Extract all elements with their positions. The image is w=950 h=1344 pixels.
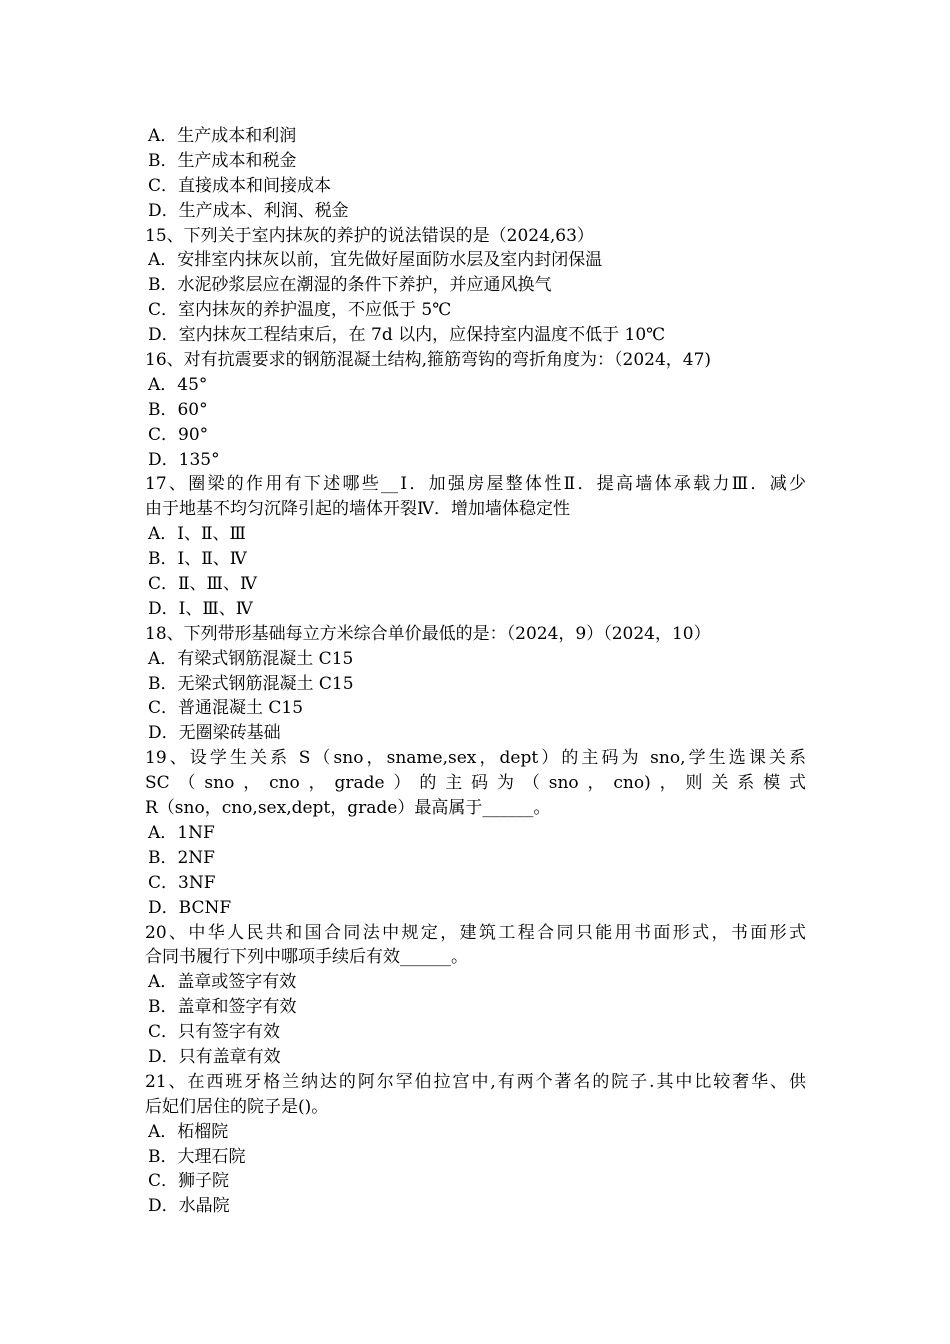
answer-option: A．安排室内抹灰以前，宜先做好屋面防水层及室内封闭保温 [148,250,603,271]
answer-option: C．90° [148,424,209,445]
answer-option: D．生产成本、利润、税金 [148,200,349,221]
question-text: 17、圈梁的作用有下述哪些__Ⅰ．加强房屋整体性Ⅱ．提高墙体承载力Ⅲ．减少 [145,474,806,495]
answer-option: A．柘榴院 [148,1121,229,1142]
answer-option: B．盖章和签字有效 [148,997,297,1018]
answer-option: C．Ⅱ、Ⅲ、Ⅳ [148,574,257,595]
answer-option: B．60° [148,399,208,420]
answer-option: B．水泥砂浆层应在潮湿的条件下养护，并应通风换气 [148,275,552,296]
answer-option: A．有梁式钢筋混凝土 C15 [148,648,354,669]
question-text: R（sno，cno,sex,dept，grade）最高属于______。 [145,798,551,819]
answer-option: B．无梁式钢筋混凝土 C15 [148,673,354,694]
answer-option: D．BCNF [148,897,232,918]
question-text: 18、下列带形基础每立方米综合单价最低的是：（2024，9）（2024，10） [145,623,711,644]
question-text: 16、对有抗震要求的钢筋混凝土结构,箍筋弯钩的弯折角度为：（2024，47) [145,350,712,371]
answer-option: D．Ⅰ、Ⅲ、Ⅳ [148,598,253,619]
answer-option: C．普通混凝土 C15 [148,698,304,719]
question-text: SC（sno，cno，grade）的主码为（sno，cno)，则关系模式 [145,773,806,794]
question-text: 由于地基不均匀沉降引起的墙体开裂Ⅳ．增加墙体稳定性 [145,499,570,520]
document-page [145,124,806,1219]
answer-option: A．Ⅰ、Ⅱ、Ⅲ [148,524,246,545]
answer-option: A．盖章或签字有效 [148,972,297,993]
answer-option: A．生产成本和利润 [148,126,297,146]
answer-option: D．135° [148,449,220,470]
answer-option: C．只有签字有效 [148,1022,281,1043]
answer-option: C．狮子院 [148,1171,230,1192]
question-text: 20、中华人民共和国合同法中规定，建筑工程合同只能用书面形式，书面形式 [145,922,806,943]
answer-option: B．生产成本和税金 [148,150,297,171]
answer-option: D．无圈梁砖基础 [148,723,281,744]
question-text: 合同书履行下列中哪项手续后有效______。 [145,947,468,968]
answer-option: A．45° [148,374,208,395]
answer-option: D．室内抹灰工程结束后，在 7d 以内，应保持室内温度不低于 10℃ [148,325,666,346]
answer-option: B．2NF [148,847,215,868]
answer-option: C．直接成本和间接成本 [148,175,332,196]
answer-option: C．室内抹灰的养护温度，不应低于 5℃ [148,300,452,321]
question-text: 后妃们居住的院子是()。 [145,1096,329,1117]
answer-option: B．Ⅰ、Ⅱ、Ⅳ [148,549,247,570]
question-text: 19、设学生关系 S（sno，sname,sex，dept）的主码为 sno,学生选课关系 [145,748,806,769]
question-text: 21、在西班牙格兰纳达的阿尔罕伯拉宫中,有两个著名的院子.其中比较奢华、供 [145,1071,806,1092]
answer-option: D．只有盖章有效 [148,1046,281,1067]
answer-option: C．3NF [148,872,216,893]
answer-option: D．水晶院 [148,1196,230,1217]
question-text: 15、下列关于室内抹灰的养护的说法错误的是（2024,63） [145,225,594,246]
answer-option: B．大理石院 [148,1146,246,1167]
answer-option: A．1NF [148,822,215,843]
